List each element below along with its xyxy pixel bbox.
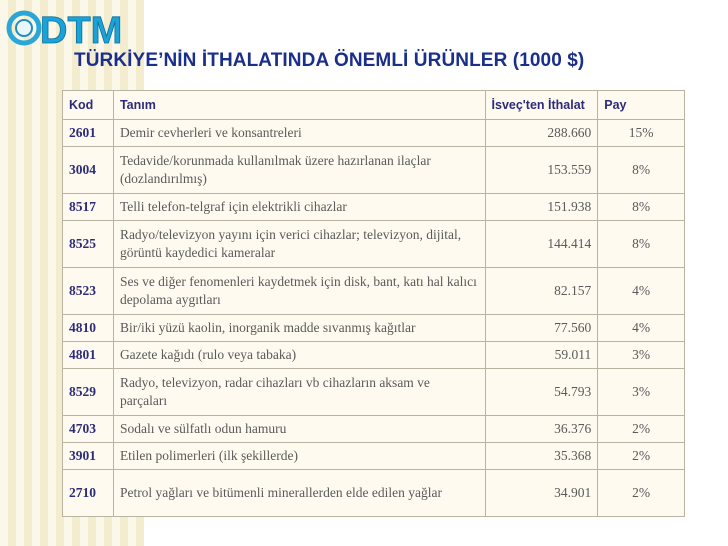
row-code: 8523 (63, 268, 114, 315)
row-description: Tedavide/korunmada kullanılmak üzere hazırlanan ilaçlar (dozlandırılmış) (113, 147, 485, 194)
row-code: 3004 (63, 147, 114, 194)
table-row (63, 416, 685, 443)
dtm-logo (6, 6, 123, 52)
row-code: 8517 (63, 194, 114, 221)
row-import-value: 82.157 (485, 268, 598, 315)
row-share: 8% (598, 194, 685, 221)
page-title: TÜRKİYE’NİN İTHALATINDA ÖNEMLİ ÜRÜNLER (1000 $) (74, 50, 585, 71)
table-row (63, 268, 685, 315)
row-import-value: 54.793 (485, 369, 598, 416)
table-row (63, 120, 685, 147)
row-code: 8529 (63, 369, 114, 416)
table-row (63, 194, 685, 221)
row-share: 2% (598, 470, 685, 517)
row-description: Ses ve diğer fenomenleri kaydetmek için disk, bant, katı hal kalıcı depolama aygıtları (113, 268, 485, 315)
header-pay: Pay (598, 91, 685, 120)
table-row (63, 342, 685, 369)
row-share: 4% (598, 268, 685, 315)
table-header-row (63, 91, 685, 120)
row-code: 4801 (63, 342, 114, 369)
row-description: Radyo, televizyon, radar cihazları vb cihazların aksam ve parçaları (113, 369, 485, 416)
row-share: 2% (598, 416, 685, 443)
row-share: 4% (598, 315, 685, 342)
row-import-value: 153.559 (485, 147, 598, 194)
svg-text:DTM: DTM (40, 10, 123, 52)
row-code: 2710 (63, 470, 114, 517)
row-import-value: 77.560 (485, 315, 598, 342)
header-kod: Kod (63, 91, 114, 120)
row-import-value: 35.368 (485, 443, 598, 470)
row-description: Radyo/televizyon yayını için verici cihazlar; televizyon, dijital, görüntü kaydedici kameralar (113, 221, 485, 268)
row-share: 2% (598, 443, 685, 470)
row-import-value: 288.660 (485, 120, 598, 147)
table-row (63, 470, 685, 517)
row-import-value: 151.938 (485, 194, 598, 221)
row-description: Gazete kağıdı (rulo veya tabaka) (113, 342, 485, 369)
row-description: Petrol yağları ve bitümenli minerallerden elde edilen yağlar (113, 470, 485, 517)
row-import-value: 34.901 (485, 470, 598, 517)
row-share: 15% (598, 120, 685, 147)
row-share: 8% (598, 221, 685, 268)
header-ithalat: İsveç'ten İthalat (485, 91, 598, 120)
row-import-value: 144.414 (485, 221, 598, 268)
row-code: 4703 (63, 416, 114, 443)
row-import-value: 59.011 (485, 342, 598, 369)
row-share: 3% (598, 369, 685, 416)
header-tanim: Tanım (113, 91, 485, 120)
table-row (63, 147, 685, 194)
row-description: Telli telefon-telgraf için elektrikli cihazlar (113, 194, 485, 221)
table-row (63, 369, 685, 416)
table-row (63, 221, 685, 268)
table-row (63, 443, 685, 470)
row-code: 2601 (63, 120, 114, 147)
row-description: Bir/iki yüzü kaolin, inorganik madde sıvanmış kağıtlar (113, 315, 485, 342)
row-code: 4810 (63, 315, 114, 342)
row-code: 8525 (63, 221, 114, 268)
row-import-value: 36.376 (485, 416, 598, 443)
row-code: 3901 (63, 443, 114, 470)
row-description: Sodalı ve sülfatlı odun hamuru (113, 416, 485, 443)
row-share: 8% (598, 147, 685, 194)
row-description: Etilen polimerleri (ilk şekillerde) (113, 443, 485, 470)
row-share: 3% (598, 342, 685, 369)
imports-table (62, 90, 685, 517)
row-description: Demir cevherleri ve konsantreleri (113, 120, 485, 147)
table-row (63, 315, 685, 342)
